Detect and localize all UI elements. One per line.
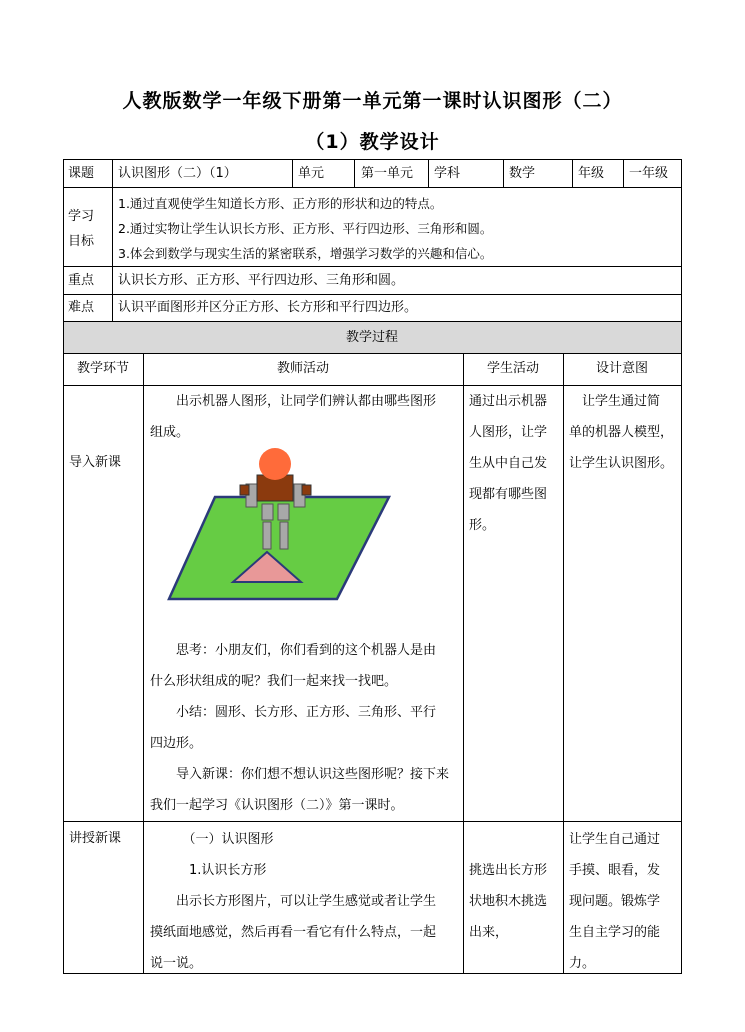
objective-item: 3.体会到数学与现实生活的紧密联系，增强学习数学的兴趣和信心。 — [118, 246, 493, 261]
student-text: 状地积木挑选 — [469, 894, 548, 909]
robot-left-leg-lower — [263, 522, 271, 549]
doc-title-line1: 人教版数学一年级下册第一单元第一课时认识图形（二） — [122, 90, 623, 112]
student-text: 现都有哪些图 — [469, 487, 548, 502]
unit-label: 单元 — [298, 166, 325, 181]
robot-head — [259, 448, 291, 480]
objective-item: 2.通过实物让学生认识长方形、正方形、平行四边形、三角形和圆。 — [118, 221, 493, 236]
intent-text: 让学生自己通过 — [569, 832, 661, 847]
column-header-student: 学生活动 — [486, 361, 539, 376]
teacher-text: 思考：小朋友们，你们看到的这个机器人是由 — [150, 643, 437, 658]
intent-text: 让学生认识图形。 — [569, 456, 674, 471]
student-text: 通过出示机器 — [469, 394, 548, 409]
table-line — [428, 159, 429, 187]
subject-label: 学科 — [434, 166, 461, 181]
teacher-text: 四边形。 — [150, 736, 203, 751]
difficulty-label: 难点 — [68, 300, 95, 315]
robot-right-leg-lower — [280, 522, 288, 549]
table-line — [112, 159, 113, 322]
teacher-text: 我们一起学习《认识图形（二）》第一课时。 — [150, 798, 404, 813]
robot-left-hand — [240, 485, 249, 495]
table-line — [563, 353, 564, 974]
process-title: 教学过程 — [345, 330, 398, 345]
table-line — [503, 159, 504, 187]
table-line — [572, 159, 573, 187]
student-text: 出来， — [469, 925, 509, 940]
student-text: 生从中自己发 — [469, 456, 548, 471]
student-text: 人图形，让学 — [469, 425, 548, 440]
table-line — [143, 353, 144, 974]
robot-left-leg-upper — [262, 504, 273, 520]
table-line — [681, 159, 682, 974]
difficulty-value: 认识平面图形并区分正方形、长方形和平行四边形。 — [118, 300, 418, 315]
doc-title-line2: （1）教学设计 — [305, 131, 440, 153]
teacher-text: 组成。 — [150, 425, 190, 440]
subject-value: 数学 — [509, 166, 536, 181]
table-line — [354, 159, 355, 187]
topic-label: 课题 — [68, 166, 95, 181]
teacher-text: 摸纸面地感觉，然后再看一看它有什么特点，一起 — [150, 925, 437, 940]
column-header-intent: 设计意图 — [595, 361, 648, 376]
key-point-value: 认识长方形、正方形、平行四边形、三角形和圆。 — [118, 273, 405, 288]
student-text: 挑选出长方形 — [469, 863, 548, 878]
table-line — [463, 353, 464, 974]
intent-text: 单的机器人模型， — [569, 425, 674, 440]
table-line — [63, 159, 682, 160]
unit-value: 第一单元 — [361, 166, 414, 181]
table-line — [63, 294, 682, 295]
teacher-text: 1.认识长方形 — [150, 863, 267, 878]
intent-text: 生自主学习的能 — [569, 925, 661, 940]
column-header-teacher: 教师活动 — [276, 361, 329, 376]
table-line — [292, 159, 293, 187]
intent-text: 力。 — [569, 956, 596, 971]
teacher-text: 出示长方形图片，可以让学生感觉或者让学生 — [150, 894, 437, 909]
robot-right-leg-upper — [278, 504, 289, 520]
teacher-text: （一）认识图形 — [150, 832, 274, 847]
student-text: 形。 — [469, 518, 496, 533]
robot-figure — [165, 445, 395, 605]
robot-right-hand — [302, 485, 311, 495]
intent-text: 让学生通过简 — [569, 394, 661, 409]
grade-label: 年级 — [578, 166, 605, 181]
objectives-label-line1: 学习 — [68, 209, 95, 224]
table-line — [623, 159, 624, 187]
teacher-text: 说一说。 — [150, 956, 203, 971]
intent-text: 手摸、眼看，发 — [569, 863, 661, 878]
teacher-text: 出示机器人图形，让同学们辨认都由哪些图形 — [150, 394, 437, 409]
teacher-text: 导入新课：你们想不想认识这些图形呢？接下来 — [150, 767, 450, 782]
table-line — [63, 353, 682, 354]
teacher-text: 什么形状组成的呢？我们一起来找一找吧。 — [150, 674, 398, 689]
stage-label: 导入新课 — [69, 455, 122, 470]
intent-text: 现问题。锻炼学 — [569, 894, 661, 909]
table-line — [63, 266, 682, 267]
grade-value: 一年级 — [629, 166, 669, 181]
topic-value: 认识图形（二）（1） — [118, 166, 237, 181]
table-line — [63, 821, 682, 822]
table-line — [63, 187, 682, 188]
table-line — [63, 159, 64, 974]
key-point-label: 重点 — [68, 273, 95, 288]
teacher-text: 小结：圆形、长方形、正方形、三角形、平行 — [150, 705, 437, 720]
column-header-stage: 教学环节 — [76, 361, 129, 376]
objectives-label-line2: 目标 — [68, 234, 95, 249]
objective-item: 1.通过直观使学生知道长方形、正方形的形状和边的特点。 — [118, 196, 443, 211]
stage-label: 讲授新课 — [69, 831, 122, 846]
table-line — [63, 321, 682, 322]
